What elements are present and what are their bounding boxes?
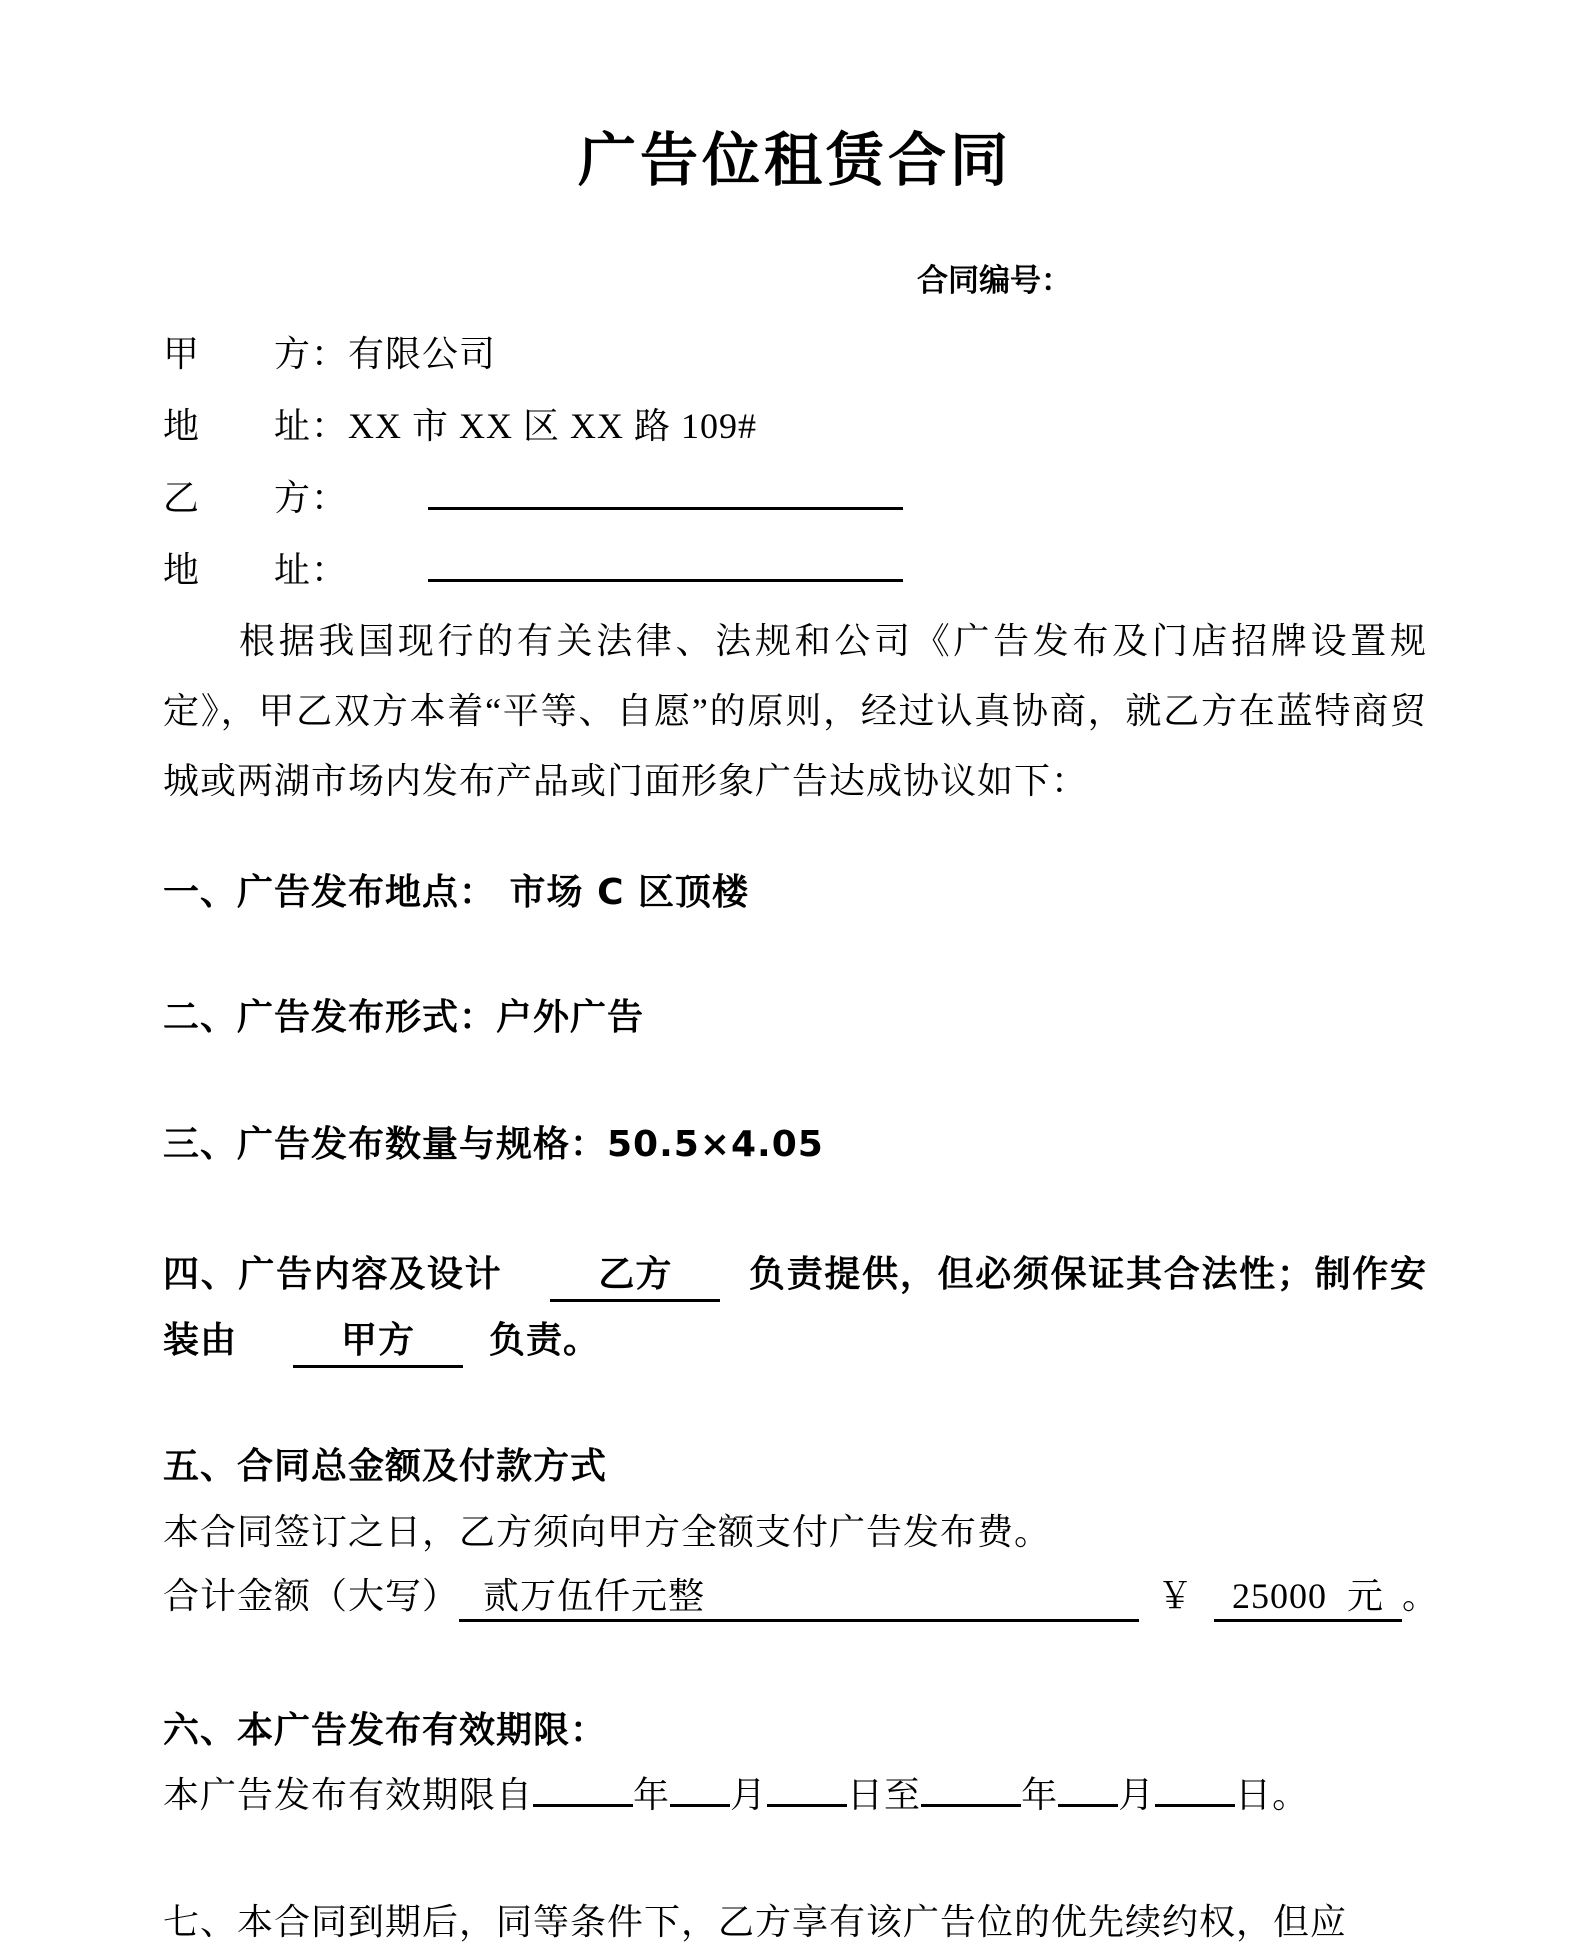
preamble-paragraph: 根据我国现行的有关法律、法规和公司《广告发布及门店招牌设置规定》，甲乙双方本着“平等、自愿”的原则，经过认真协商，就乙方在蓝特商贸城或两湖市场内发布产品或门面形象广告达成协议如下： <box>163 621 1427 801</box>
end-year-label: 年 <box>1021 1775 1059 1815</box>
end-day-label: 日。 <box>1235 1775 1310 1815</box>
start-month-blank[interactable] <box>670 1770 730 1807</box>
party-a-address-label: 地 址：XX 市 XX 区 XX 路 109# <box>163 406 757 446</box>
amount-unit-label: 元 <box>1347 1576 1385 1616</box>
document-title: 广告位租赁合同 <box>577 126 1012 194</box>
party-b-address-label: 地 址： <box>163 550 349 590</box>
party-a-address-row <box>163 390 1427 462</box>
end-month-label: 月 <box>1118 1775 1156 1815</box>
section-6-heading: 六、本广告发布有效期限： <box>163 1710 608 1750</box>
section-5-payment-line: 本合同签订之日，乙方须向甲方全额支付广告发布费。 <box>163 1512 1052 1552</box>
currency-symbol: ￥ <box>1157 1576 1195 1616</box>
party-b-label: 乙 方： <box>163 478 349 518</box>
party-a-label: 甲 方：有限公司 <box>163 334 497 374</box>
amount-number-blank[interactable] <box>1214 1573 1402 1622</box>
end-year-blank[interactable] <box>921 1770 1021 1807</box>
end-month-blank[interactable] <box>1058 1770 1118 1807</box>
validity-prefix: 本广告发布有效期限自 <box>163 1775 534 1815</box>
section-2-format: 二、广告发布形式：户外广告 <box>163 997 645 1038</box>
start-month-label: 月 <box>730 1775 768 1815</box>
section-4-content-design <box>163 1242 1427 1374</box>
start-year-blank[interactable] <box>533 1770 633 1807</box>
start-day-blank[interactable] <box>767 1770 847 1807</box>
section-5-heading: 五、合同总金额及付款方式 <box>163 1446 608 1487</box>
section-7-renewal-line: 七、本合同到期后，同等条件下，乙方享有该广告位的优先续约权，但应 <box>163 1902 1348 1942</box>
party-b-address-row <box>163 534 1427 606</box>
end-day-blank[interactable] <box>1155 1770 1235 1807</box>
amount-label: 合计金额（大写） <box>163 1576 460 1616</box>
party-a-row <box>163 318 1427 390</box>
section-3-quantity-spec: 三、广告发布数量与规格：50.5×4.05 <box>163 1124 824 1165</box>
start-day-label: 日至 <box>847 1775 922 1815</box>
amount-line-period: 。 <box>1402 1576 1440 1616</box>
section-5-amount-line <box>163 1573 1440 1622</box>
content-provider-blank[interactable]: 乙方 <box>550 1251 720 1302</box>
start-year-label: 年 <box>633 1775 671 1815</box>
contract-number-label: 合同编号： <box>917 263 1072 299</box>
section-4-text-3: 负责。 <box>489 1320 601 1361</box>
section-4-text-2: 负责提供，但必须保证其合法性；制作安装由 <box>163 1254 1427 1361</box>
party-b-name-blank[interactable] <box>428 473 903 510</box>
party-b-address-blank[interactable] <box>428 545 903 582</box>
amount-number: 25000 <box>1232 1576 1328 1616</box>
section-4-text-1: 四、广告内容及设计 <box>163 1254 503 1295</box>
section-1-location: 一、广告发布地点： 市场 C 区顶楼 <box>163 872 750 913</box>
amount-words-blank[interactable]: 贰万伍仟元整 <box>459 1573 1139 1622</box>
installer-blank[interactable]: 甲方 <box>293 1317 463 1368</box>
section-6-validity-line <box>163 1770 1427 1817</box>
party-b-row <box>163 462 1427 534</box>
parties-block <box>163 318 1427 606</box>
